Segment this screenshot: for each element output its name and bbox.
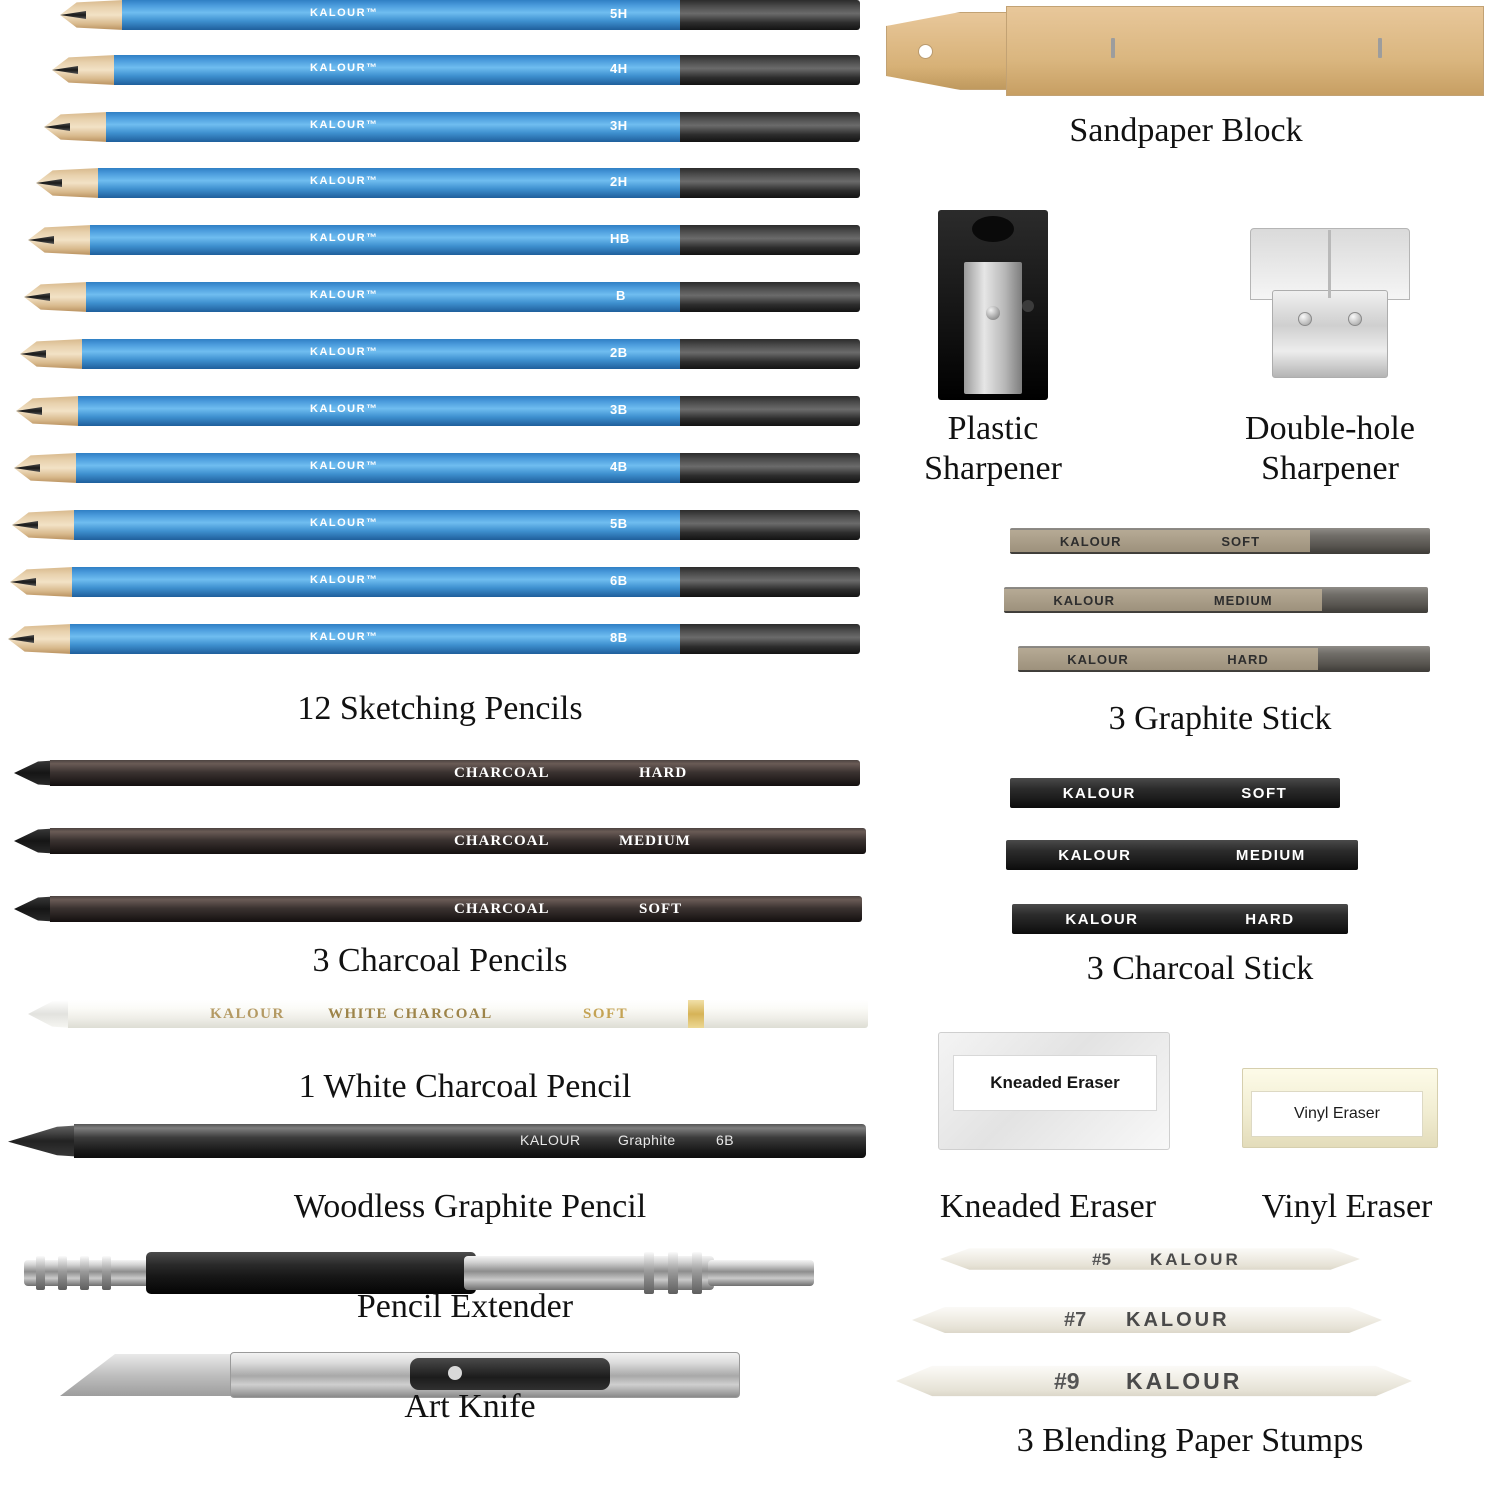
charcoal-stick <box>1010 778 1340 808</box>
graphite-sticks-caption: 3 Graphite Stick <box>1108 700 1332 737</box>
pencil-grade-label: 2H <box>610 174 628 189</box>
sketching-pencil <box>16 396 860 426</box>
double-hole-sharpener-caption-line2: Sharpener <box>1261 450 1399 487</box>
pencil-body <box>122 0 742 30</box>
graphite-stick-label <box>1004 589 1322 611</box>
plastic-sharpener <box>938 210 1048 400</box>
pencil-grade-label: 5H <box>610 6 628 21</box>
pencil-body <box>74 510 742 540</box>
graphite-stick-grade: HARD <box>1227 651 1269 667</box>
charcoal-sticks-caption: 3 Charcoal Stick <box>1086 950 1314 987</box>
pencil-grade-label: B <box>616 288 626 303</box>
blending-stump <box>896 1360 1412 1402</box>
pencil-grade-label: 3B <box>610 402 628 417</box>
pencil-body <box>90 225 742 255</box>
sketching-pencil <box>14 453 860 483</box>
woodless-brand-label: KALOUR <box>520 1132 581 1148</box>
charcoal-stick-grade: MEDIUM <box>1235 846 1306 864</box>
white-charcoal-brand-label: KALOUR <box>210 1006 285 1022</box>
blending-stump-size: #9 <box>1054 1368 1080 1394</box>
plastic-sharpener-hole <box>972 216 1014 242</box>
blending-stump-size: #7 <box>1064 1309 1087 1331</box>
sandpaper-block <box>886 6 1486 102</box>
pencil-ferrule <box>680 282 860 312</box>
pencil-grade-label: 8B <box>610 630 628 645</box>
pencil-grade-label: 2B <box>610 345 628 360</box>
blending-stump <box>940 1244 1360 1274</box>
pencil-body <box>78 396 742 426</box>
graphite-stick <box>1010 528 1430 554</box>
pencil-ferrule <box>680 396 860 426</box>
sketching-pencil <box>12 510 860 540</box>
graphite-stick-label <box>1010 530 1310 552</box>
white-charcoal-caption: 1 White Charcoal Pencil <box>298 1068 632 1105</box>
charcoal-stick-brand: KALOUR <box>1062 784 1136 802</box>
pencil-brand-label: KALOUR™ <box>310 119 379 131</box>
double-hole-sharpener-divider <box>1328 230 1331 298</box>
kneaded-eraser-label: Kneaded Eraser <box>953 1055 1157 1111</box>
woodless-type-label: Graphite <box>618 1132 676 1148</box>
graphite-stick-brand: KALOUR <box>1059 533 1122 549</box>
pencil-grade-label: HB <box>610 231 630 246</box>
charcoal-stick-brand: KALOUR <box>1058 846 1132 864</box>
pencil-body <box>114 55 742 85</box>
pencil-brand-label: KALOUR™ <box>310 62 379 74</box>
plastic-sharpener-dot <box>1022 300 1034 312</box>
graphite-stick-label <box>1018 648 1318 670</box>
pencil-ferrule <box>680 567 860 597</box>
charcoal-pencil-tip <box>14 760 54 786</box>
knife-screw <box>448 1366 462 1380</box>
blending-stump-brand: KALOUR <box>1126 1309 1230 1331</box>
plastic-sharpener-blade <box>964 262 1022 394</box>
pencil-brand-label: KALOUR™ <box>310 175 379 187</box>
extender-ring <box>80 1256 89 1290</box>
charcoal-stick-brand: KALOUR <box>1065 910 1139 928</box>
white-charcoal-pencil <box>28 1000 868 1028</box>
pencil-grade-label: 4B <box>610 459 628 474</box>
extender-ring <box>102 1256 111 1290</box>
pencil-grade-label: 3H <box>610 118 628 133</box>
pencil-brand-label: KALOUR™ <box>310 517 379 529</box>
pencil-ferrule <box>680 0 860 30</box>
woodless-graphite-pencil <box>8 1124 866 1158</box>
graphite-stick-grade: SOFT <box>1221 533 1261 549</box>
blending-stump <box>912 1302 1382 1338</box>
pencil-body <box>70 624 742 654</box>
art-knife-caption: Art Knife <box>404 1388 536 1425</box>
pencil-body <box>72 567 742 597</box>
pencil-brand-label: KALOUR™ <box>310 460 379 472</box>
sketching-pencil <box>24 282 860 312</box>
charcoal-pencil <box>14 760 860 786</box>
plastic-sharpener-caption-line1: Plastic <box>947 410 1039 447</box>
pencil-grade-label: 6B <box>610 573 628 588</box>
sketching-pencil <box>60 0 860 30</box>
white-charcoal-grade-label: SOFT <box>583 1006 629 1022</box>
pencil-body <box>106 112 742 142</box>
knife-slider <box>410 1358 610 1390</box>
extender-ring <box>36 1256 45 1290</box>
pencil-brand-label: KALOUR™ <box>310 346 379 358</box>
sketching-pencil <box>44 112 860 142</box>
plastic-sharpener-screw <box>986 306 1000 320</box>
pencil-ferrule <box>680 624 860 654</box>
blending-stump-size: #5 <box>1092 1250 1111 1269</box>
sketching-pencil <box>52 55 860 85</box>
pencil-body <box>82 339 742 369</box>
pencil-ferrule <box>680 168 860 198</box>
sandpaper-block-caption: Sandpaper Block <box>1069 112 1303 149</box>
kneaded-eraser-caption: Kneaded Eraser <box>939 1188 1157 1225</box>
blending-stumps-caption: 3 Blending Paper Stumps <box>1016 1422 1364 1459</box>
graphite-stick <box>1004 587 1428 613</box>
charcoal-pencil-type-label: CHARCOAL <box>454 901 550 917</box>
charcoal-stick <box>1012 904 1348 934</box>
sketching-pencil <box>8 624 860 654</box>
extender-chuck-right <box>708 1260 814 1286</box>
pencil-ferrule <box>680 55 860 85</box>
vinyl-eraser-caption: Vinyl Eraser <box>1261 1188 1433 1225</box>
blending-stump-brand: KALOUR <box>1150 1250 1241 1269</box>
pencil-ferrule <box>680 453 860 483</box>
charcoal-pencil-tip <box>14 896 54 922</box>
pencil-body <box>98 168 742 198</box>
charcoal-pencil-type-label: CHARCOAL <box>454 765 550 781</box>
charcoal-pencil-grade-label: HARD <box>639 765 688 781</box>
sandpaper-sheet <box>1006 6 1484 96</box>
graphite-stick <box>1018 646 1430 672</box>
sandpaper-staple <box>1378 38 1382 58</box>
double-hole-sharpener <box>1250 228 1410 378</box>
woodless-graphite-tip <box>8 1124 78 1158</box>
double-hole-sharpener-body <box>1272 290 1388 378</box>
charcoal-stick <box>1006 840 1358 870</box>
graphite-stick-brand: KALOUR <box>1053 592 1116 608</box>
sketching-pencil <box>20 339 860 369</box>
pencil-body <box>76 453 742 483</box>
charcoal-pencil <box>14 828 866 854</box>
sandpaper-handle <box>886 12 1021 90</box>
pencil-brand-label: KALOUR™ <box>310 574 379 586</box>
woodless-grade-label: 6B <box>716 1132 735 1148</box>
extender-ring <box>58 1256 67 1290</box>
white-charcoal-type-label: WHITE CHARCOAL <box>328 1006 493 1022</box>
charcoal-stick-grade: HARD <box>1245 910 1295 928</box>
pencil-ferrule <box>680 339 860 369</box>
charcoal-pencil-grade-label: MEDIUM <box>619 833 691 849</box>
double-hole-sharpener-screw <box>1348 312 1362 326</box>
pencil-grade-label: 5B <box>610 516 628 531</box>
sandpaper-staple <box>1111 38 1115 58</box>
pencil-brand-label: KALOUR™ <box>310 232 379 244</box>
charcoal-pencils-caption: 3 Charcoal Pencils <box>312 942 568 979</box>
sandpaper-hang-hole <box>918 44 933 59</box>
kneaded-eraser <box>938 1032 1170 1150</box>
pencil-ferrule <box>680 225 860 255</box>
double-hole-sharpener-caption-line1: Double-hole <box>1245 410 1415 447</box>
sketching-pencils-caption: 12 Sketching Pencils <box>297 690 583 727</box>
charcoal-pencil-tip <box>14 828 54 854</box>
pencil-ferrule <box>680 510 860 540</box>
woodless-graphite-body <box>74 1124 866 1158</box>
pencil-brand-label: KALOUR™ <box>310 631 379 643</box>
pencil-brand-label: KALOUR™ <box>310 7 379 19</box>
white-charcoal-tip <box>28 1000 72 1028</box>
pencil-body <box>86 282 742 312</box>
blending-stump-brand: KALOUR <box>1126 1368 1243 1394</box>
double-hole-sharpener-screw <box>1298 312 1312 326</box>
graphite-stick-brand: KALOUR <box>1067 651 1129 667</box>
charcoal-pencil-grade-label: SOFT <box>639 901 683 917</box>
pencil-extender-caption: Pencil Extender <box>356 1288 574 1325</box>
charcoal-pencil <box>14 896 862 922</box>
charcoal-pencil-type-label: CHARCOAL <box>454 833 550 849</box>
plastic-sharpener-caption-line2: Sharpener <box>924 450 1062 487</box>
woodless-graphite-caption: Woodless Graphite Pencil <box>293 1188 647 1225</box>
sketching-pencil <box>28 225 860 255</box>
graphite-stick-grade: MEDIUM <box>1213 592 1273 608</box>
pencil-brand-label: KALOUR™ <box>310 289 379 301</box>
pencil-ferrule <box>680 112 860 142</box>
white-charcoal-gold-band <box>688 1000 704 1028</box>
sketching-pencil <box>10 567 860 597</box>
vinyl-eraser-label: Vinyl Eraser <box>1251 1091 1423 1137</box>
pencil-brand-label: KALOUR™ <box>310 403 379 415</box>
sketching-pencil <box>36 168 860 198</box>
vinyl-eraser <box>1242 1068 1438 1148</box>
charcoal-stick-grade: SOFT <box>1241 784 1288 802</box>
pencil-grade-label: 4H <box>610 61 628 76</box>
